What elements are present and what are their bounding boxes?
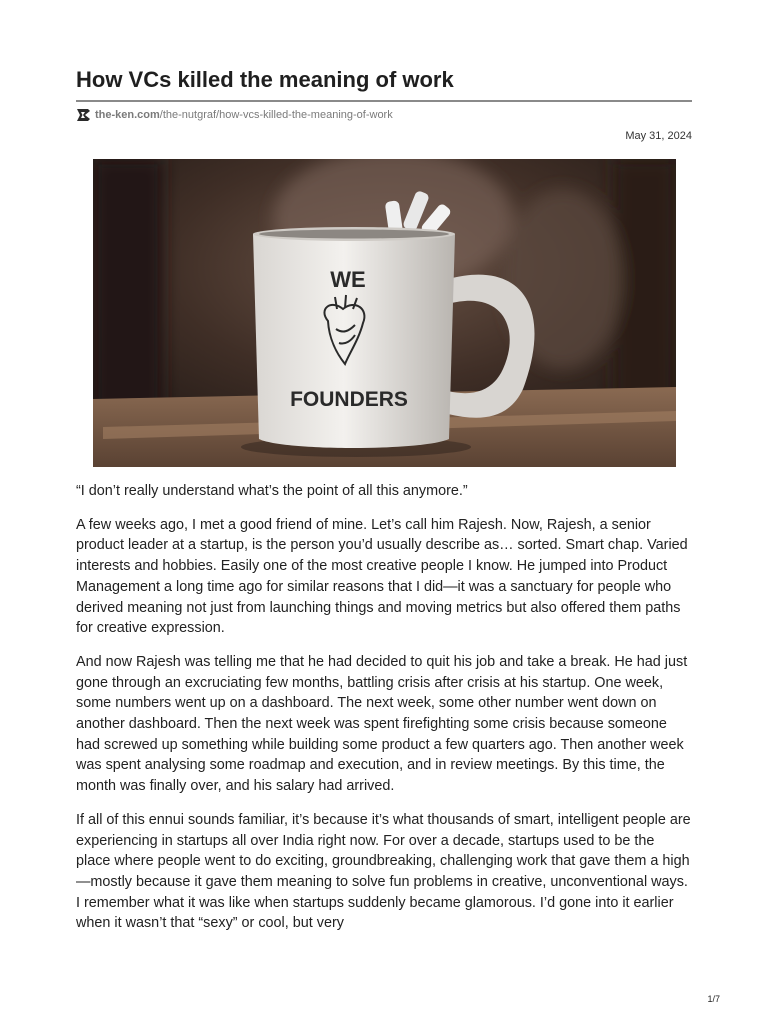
paragraph: “I don’t really understand what’s the point of all this anymore.” <box>76 483 468 499</box>
mug-text-founders: FOUNDERS <box>290 388 408 411</box>
publish-date: May 31, 2024 <box>625 130 692 142</box>
hero-image <box>93 159 676 467</box>
title-divider <box>76 100 692 102</box>
mug-text-we: WE <box>330 267 366 292</box>
paragraph: If all of this ennui sounds familiar, it’s because it’s what thousands of smart, intelligent people are experiencing in startups all over India right now. For over a decade, startups used to be the place where people went to do exciting, groundbreaking, challenging work that gave them a high—mostly because it gave them meaning to solve fun problems in creative, unconventional ways. I remember what it was like when startups suddenly became glamorous. I’d gone into it earlier when it wasn’t that “sexy” or cool, but very <box>76 811 691 932</box>
article-title: How VCs killed the meaning of work <box>76 67 454 92</box>
the-ken-logo-icon <box>76 108 91 122</box>
paragraph: A few weeks ago, I met a good friend of mine. Let’s call him Rajesh. Now, Rajesh, a senior product leader at a startup, is the person you’d usually describe as… sorted. Smart chap. Varied interests and hobbies. Easily one of the most creative people I know. He jumped into Product Management a long time ago for similar reasons that I did—it was a sanctuary for people who derived meaning not just from launching things and moving metrics but also offered them paths for creative expression. <box>76 516 688 637</box>
source-line[interactable] <box>76 107 393 123</box>
page-number: 1/7 <box>707 994 720 1004</box>
mug-photo <box>93 159 676 467</box>
source-domain[interactable]: the-ken.com <box>95 109 160 121</box>
article-body <box>76 481 692 947</box>
source-path[interactable]: /the-nutgraf/how-vcs-killed-the-meaning-of-work <box>159 109 393 121</box>
paragraph: And now Rajesh was telling me that he had decided to quit his job and take a break. He had just gone through an excruciating few months, battling crisis after crisis at his startup. One week, some numbers went up on a dashboard. The next week, some other number went down on another dashboard. Then the next week was spent firefighting some crisis because someone had screwed up something while building some product a few quarters ago. Then another week was spent analysing some roadmap and execution, and in review meetings. By this time, the month was finally over, and his salary had arrived. <box>76 653 688 795</box>
